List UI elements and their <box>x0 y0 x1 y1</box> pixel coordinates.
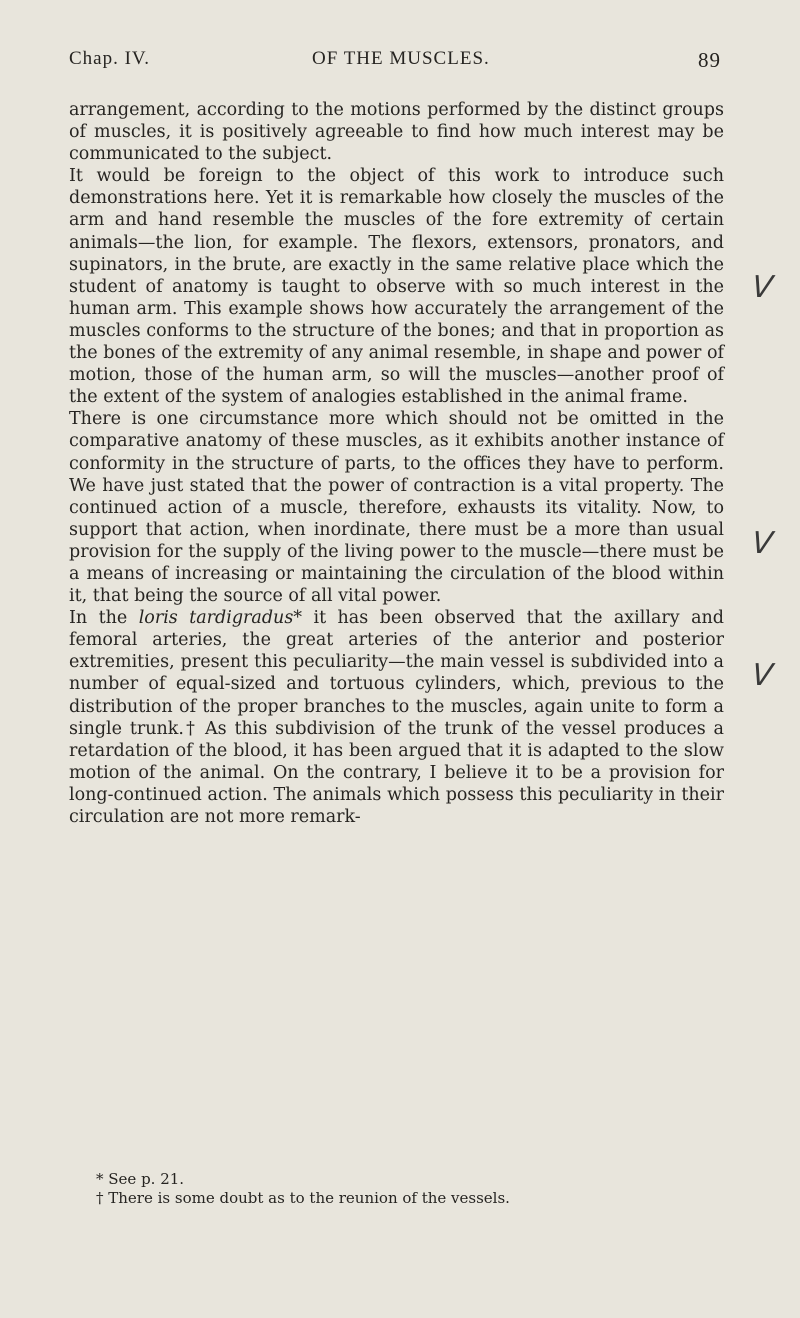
paragraph-4 <box>69 607 724 828</box>
margin-check-mark: V <box>750 270 775 305</box>
margin-check-mark: V <box>750 526 775 561</box>
paragraph-4-rest: * it has been observed that the axillary and femoral arteries, the great arteries of the anterior and posterior extremities, present this peculiarity—the main vessel is subdivided into a number of equal-sized and tortuous cylinders, which, previous to the distribution of the proper branches to the muscles, again unite to form a single trunk.† As this subdivision of the trunk of the vessel produces a retardation of the blood, it has been argued that it is adapted to the slow motion of the animal. On the contrary, I believe it to be a provision for long-continued action. The animals which possess this peculiarity in their circulation are not more remark- <box>69 608 724 827</box>
page-number: 89 <box>698 48 721 72</box>
footnote-2: † There is some doubt as to the reunion of the vessels. <box>96 1189 510 1207</box>
paragraph-1: arrangement, according to the motions performed by the distinct groups of muscles, it is positively agreeable to find how much interest may be communicated to the subject. <box>69 100 724 165</box>
footnote-1: * See p. 21. <box>96 1170 185 1188</box>
species-name: loris tardigradus <box>138 608 294 629</box>
paragraph-3: There is one circumstance more which should not be omitted in the comparative anatomy of these muscles, as it exhibits another instance of conformity in the structure of parts, to the offices they have to perform. We have just stated that the power of contraction is a vital property. The continued action of a muscle, therefore, exhausts its vitality. Now, to support that action, when inordinate, there must be a more than usual provision for the supply of the living power to the muscle—there must be a means of increasing or maintaining the circulation of the blood within it, that being the source of all vital power. <box>69 409 724 607</box>
paragraph-2: It would be foreign to the object of this work to introduce such demonstrations here. Yet it is remarkable how closely the muscles of the arm and hand resemble the muscles of the fore extremity of certain animals—the lion, for example. The flexors, extensors, pronators, and supinators, in the brute, are exactly in the same relative place which the student of anatomy is taught to observe with so much interest in the human arm. This example shows how accurately the arrangement of the muscles conforms to the structure of the bones; and that in proportion as the bones of the extremity of any animal resemble, in shape and power of motion, those of the human arm, so will the muscles—another proof of the extent of the system of analogies established in the animal frame. <box>69 166 724 408</box>
footnotes <box>96 1170 716 1208</box>
body-text <box>69 99 724 828</box>
running-header <box>69 48 721 78</box>
paragraph-4-start: In the <box>69 608 139 629</box>
chapter-label: Chap. IV. <box>69 48 150 69</box>
margin-check-mark: V <box>750 658 775 693</box>
running-title: OF THE MUSCLES. <box>312 48 490 69</box>
